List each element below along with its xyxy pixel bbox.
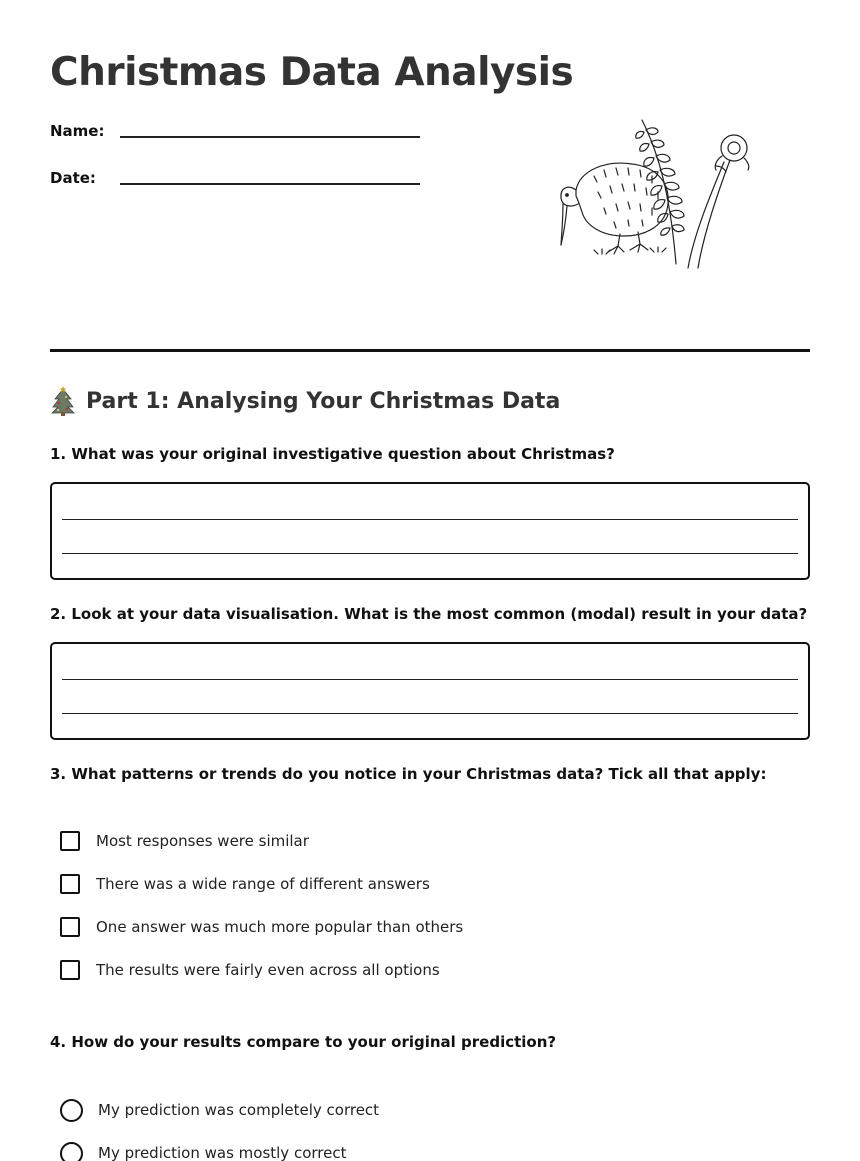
option-label: There was a wide range of different answers xyxy=(96,875,430,893)
question-1: 1. What was your original investigative question about Christmas? xyxy=(50,445,615,463)
q3-option-1[interactable] xyxy=(60,828,309,854)
name-field xyxy=(50,122,420,152)
q3-option-4[interactable] xyxy=(60,957,440,983)
date-label: Date: xyxy=(50,169,96,187)
question-3: 3. What patterns or trends do you notice in your Christmas data? Tick all that apply: xyxy=(50,765,767,783)
checkbox[interactable] xyxy=(60,960,80,980)
date-input-line[interactable] xyxy=(120,183,420,185)
q3-option-3[interactable] xyxy=(60,914,463,940)
answer-box-q2[interactable] xyxy=(50,642,810,740)
checkbox[interactable] xyxy=(60,874,80,894)
radio-button[interactable] xyxy=(60,1099,83,1122)
q4-option-2[interactable] xyxy=(60,1140,346,1161)
option-label: My prediction was mostly correct xyxy=(98,1144,347,1161)
option-label: My prediction was completely correct xyxy=(98,1101,380,1119)
answer-line xyxy=(62,679,798,680)
section-title-part1 xyxy=(50,386,560,416)
date-field xyxy=(50,169,420,199)
option-label: The results were fairly even across all options xyxy=(96,961,440,979)
question-4: 4. How do your results compare to your original prediction? xyxy=(50,1033,557,1051)
checkbox[interactable] xyxy=(60,917,80,937)
q3-option-2[interactable] xyxy=(60,871,430,897)
christmas-tree-icon xyxy=(50,386,76,416)
answer-box-q1[interactable] xyxy=(50,482,810,580)
option-label: One answer was much more popular than others xyxy=(96,918,464,936)
section-title-text: Part 1: Analysing Your Christmas Data xyxy=(86,388,561,414)
answer-line xyxy=(62,553,798,554)
answer-line xyxy=(62,519,798,520)
question-2: 2. Look at your data visualisation. What is the most common (modal) result in your data? xyxy=(50,605,808,623)
option-label: Most responses were similar xyxy=(96,832,309,850)
checkbox[interactable] xyxy=(60,831,80,851)
header-divider xyxy=(50,349,810,352)
q4-option-1[interactable] xyxy=(60,1097,379,1123)
page-title: Christmas Data Analysis xyxy=(50,50,574,95)
radio-button[interactable] xyxy=(60,1142,83,1161)
answer-line xyxy=(62,713,798,714)
name-label: Name: xyxy=(50,122,105,140)
name-input-line[interactable] xyxy=(120,136,420,138)
kiwi-bird-illustration xyxy=(558,112,758,272)
